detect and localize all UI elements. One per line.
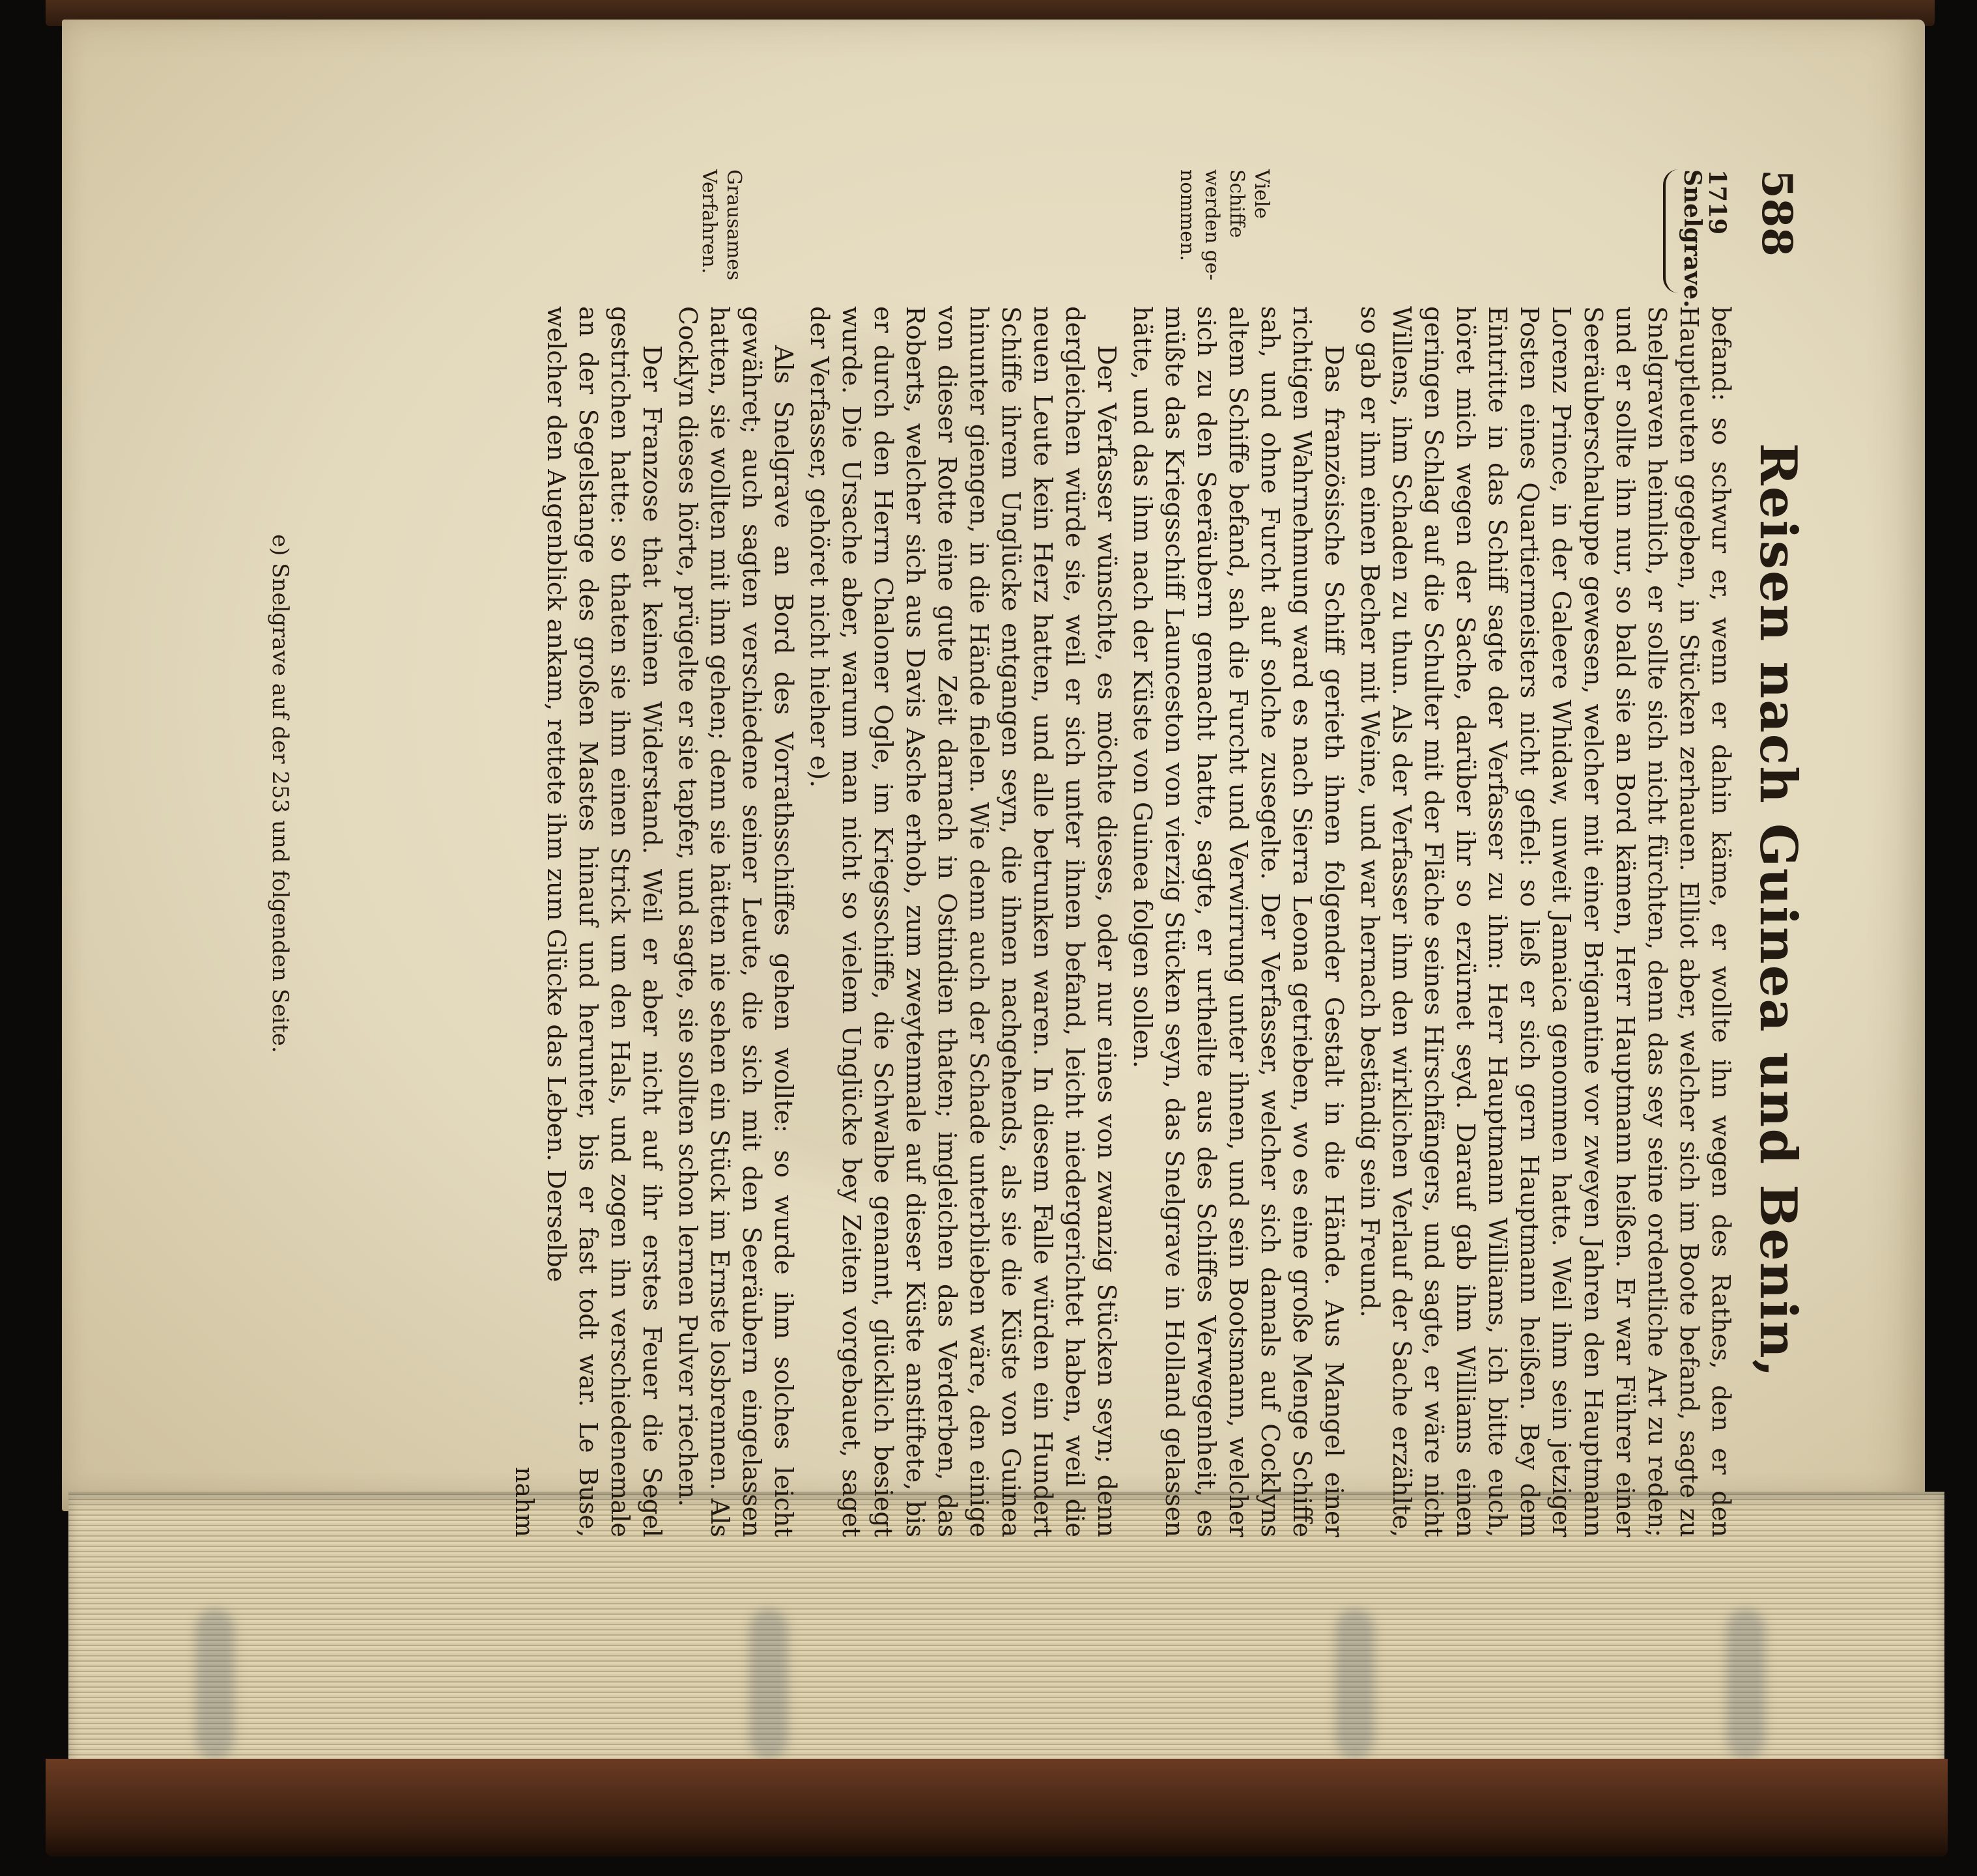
- margin-year: 1719: [1703, 169, 1731, 235]
- edge-mark: [1335, 1609, 1374, 1759]
- edge-mark: [195, 1609, 235, 1759]
- paragraph: Das französische Schiff gerieth ihnen folgender Gestalt in die Hände. Aus Mangel einer richtigen Wahrnehmung ward es nach Sierra Leona getrieben, wo es eine große Menge Schiffe sah, und ohne Furcht auf solche zusegelte. Der Verfasser, welcher sich damals auf Cocklyns altem Schiffe befand, sah die Furcht und Verwirrung unter ihnen, und sein Bootsmann, welcher sich zu den Seeräubern gemacht hatte, sagte, er urtheilte aus des Schiffes Verwegenheit, es müßte das Kriegsschiff Launceston von vierzig Stücken seyn, das Snelgrave in Holland gelassen hätte, und das ihm nach der Küste von Guinea folgen sollen.: [1128, 306, 1348, 1537]
- running-title: Reisen nach Guinea und Benin,: [1748, 443, 1808, 1378]
- brace-mark: [1663, 169, 1679, 293]
- body-text: [507, 306, 1736, 1537]
- running-head: [1729, 169, 1821, 1550]
- page-number: 588: [1752, 169, 1801, 257]
- edge-mark: [1726, 1609, 1765, 1759]
- margin-name: Snelgrave.: [1679, 169, 1706, 308]
- margin-note: Grausames Verfahren.: [698, 169, 745, 281]
- paragraph: Der Verfasser wünschte, es möchte dieses, oder nur eines von zwanzig Stücken seyn; denn dergleichen würde sie, weil er sich unter ihnen befand, leicht niedergerichtet haben, weil die neuen Leute kein Herz hatten, und alle betrunken waren. In diesem Falle würden ein Hundert Schiffe ihrem Unglücke entgangen seyn, die ihnen nachgehends, als sie die Küste von Guinea hinunter giengen, in die Hände fielen. Wie denn auch der Schade unterblieben wäre, den einige von dieser Rotte eine gute Zeit darnach in Ostindien thaten; imgleichen das Verderben, das Roberts, welcher sich aus Davis Asche erhob, zum zweytenmale auf dieser Küste anstiftete, bis er durch den Herrn Chaloner Ogle, im Kriegsschiffe, die Schwalbe genannt, glücklich besiegt wurde. Die Ursache aber, warum man nicht so vielem Unglücke bey Zeiten vorgebauet, saget der Verfasser, gehöret nicht hieher e).: [804, 306, 1120, 1537]
- book-cover-bottom: [46, 1759, 1948, 1856]
- page-content: [62, 169, 1938, 1550]
- margin-note: Viele Schiffe werden ge- nommen.: [1176, 169, 1273, 281]
- paragraph: Als Snelgrave an Bord des Vorrathsschiffes gehen wollte: so wurde ihm solches leicht gewähret; auch sagten verschiedene seiner Leute, die sich mit den Seeräubern eingelassen hatten, sie wollten mit ihm gehen; denn sie hätten nie sehen ein Stück im Ernste losbrennen. Als Cocklyn dieses hörte, prügelte er sie tapfer, und sagte, sie sollten schon lernen Pulver riechen.: [673, 306, 797, 1537]
- edge-mark: [749, 1609, 788, 1759]
- catchword: nahm: [509, 1466, 538, 1537]
- paragraph: Der Franzose that keinen Widerstand. Weil er aber nicht auf ihr erstes Feuer die Segel gestrichen hatte: so thaten sie ihm einen Strick um den Hals, und zogen ihn verschiedenemale an der Segelstange des großen Mastes hinauf und herunter, bis er fast todt war. Le Buse, welcher den Augenblick ankam, rettete ihm zum Glücke das Leben. Derselbe: [541, 306, 666, 1537]
- margin-note-year: [1663, 169, 1731, 308]
- footnote: e) Snelgrave auf der 253 und folgenden Seite.: [267, 534, 293, 1053]
- paragraph: befand: so schwur er, wenn er dahin käme, er wollte ihn wegen des Rathes, den er den Hauptleuten gegeben, in Stücken zerhauen. Elliot aber, welcher sich im Boote befand, sagte zu Snelgraven heimlich, er sollte sich nicht fürchten, denn das sey seine ordentliche Art zu reden; und er sollte ihn nur, so bald sie an Bord kämen, Herr Hauptmann heißen. Er war Führer einer Seeräuberschaluppe gewesen, welcher mit einer Brigantine vor zweyen Jahren den Hauptmann Lorenz Prince, in der Galeere Whidaw, unweit Jamaica genommen hatte. Weil ihm sein jetziger Posten eines Quartiermeisters nicht gefiel: so ließ er sich gern Hauptmann heißen. Bey dem Eintritte in das Schiff sagte der Verfasser zu ihm: Herr Hauptmann Williams, ich bitte euch, höret mich wegen der Sache, darüber ihr so erzürnet seyd. Darauf gab ihm Williams einen geringen Schlag auf die Schulter mit der Fläche seines Hirschfängers, und sagte, er wäre nicht Willens, ihm Schaden zu thun. Als der Verfasser ihm den wirklichen Verlauf der Sache erzählte, so gab er ihm einen Becher mit Weine, und war hernach beständig sein Freund.: [1355, 306, 1735, 1537]
